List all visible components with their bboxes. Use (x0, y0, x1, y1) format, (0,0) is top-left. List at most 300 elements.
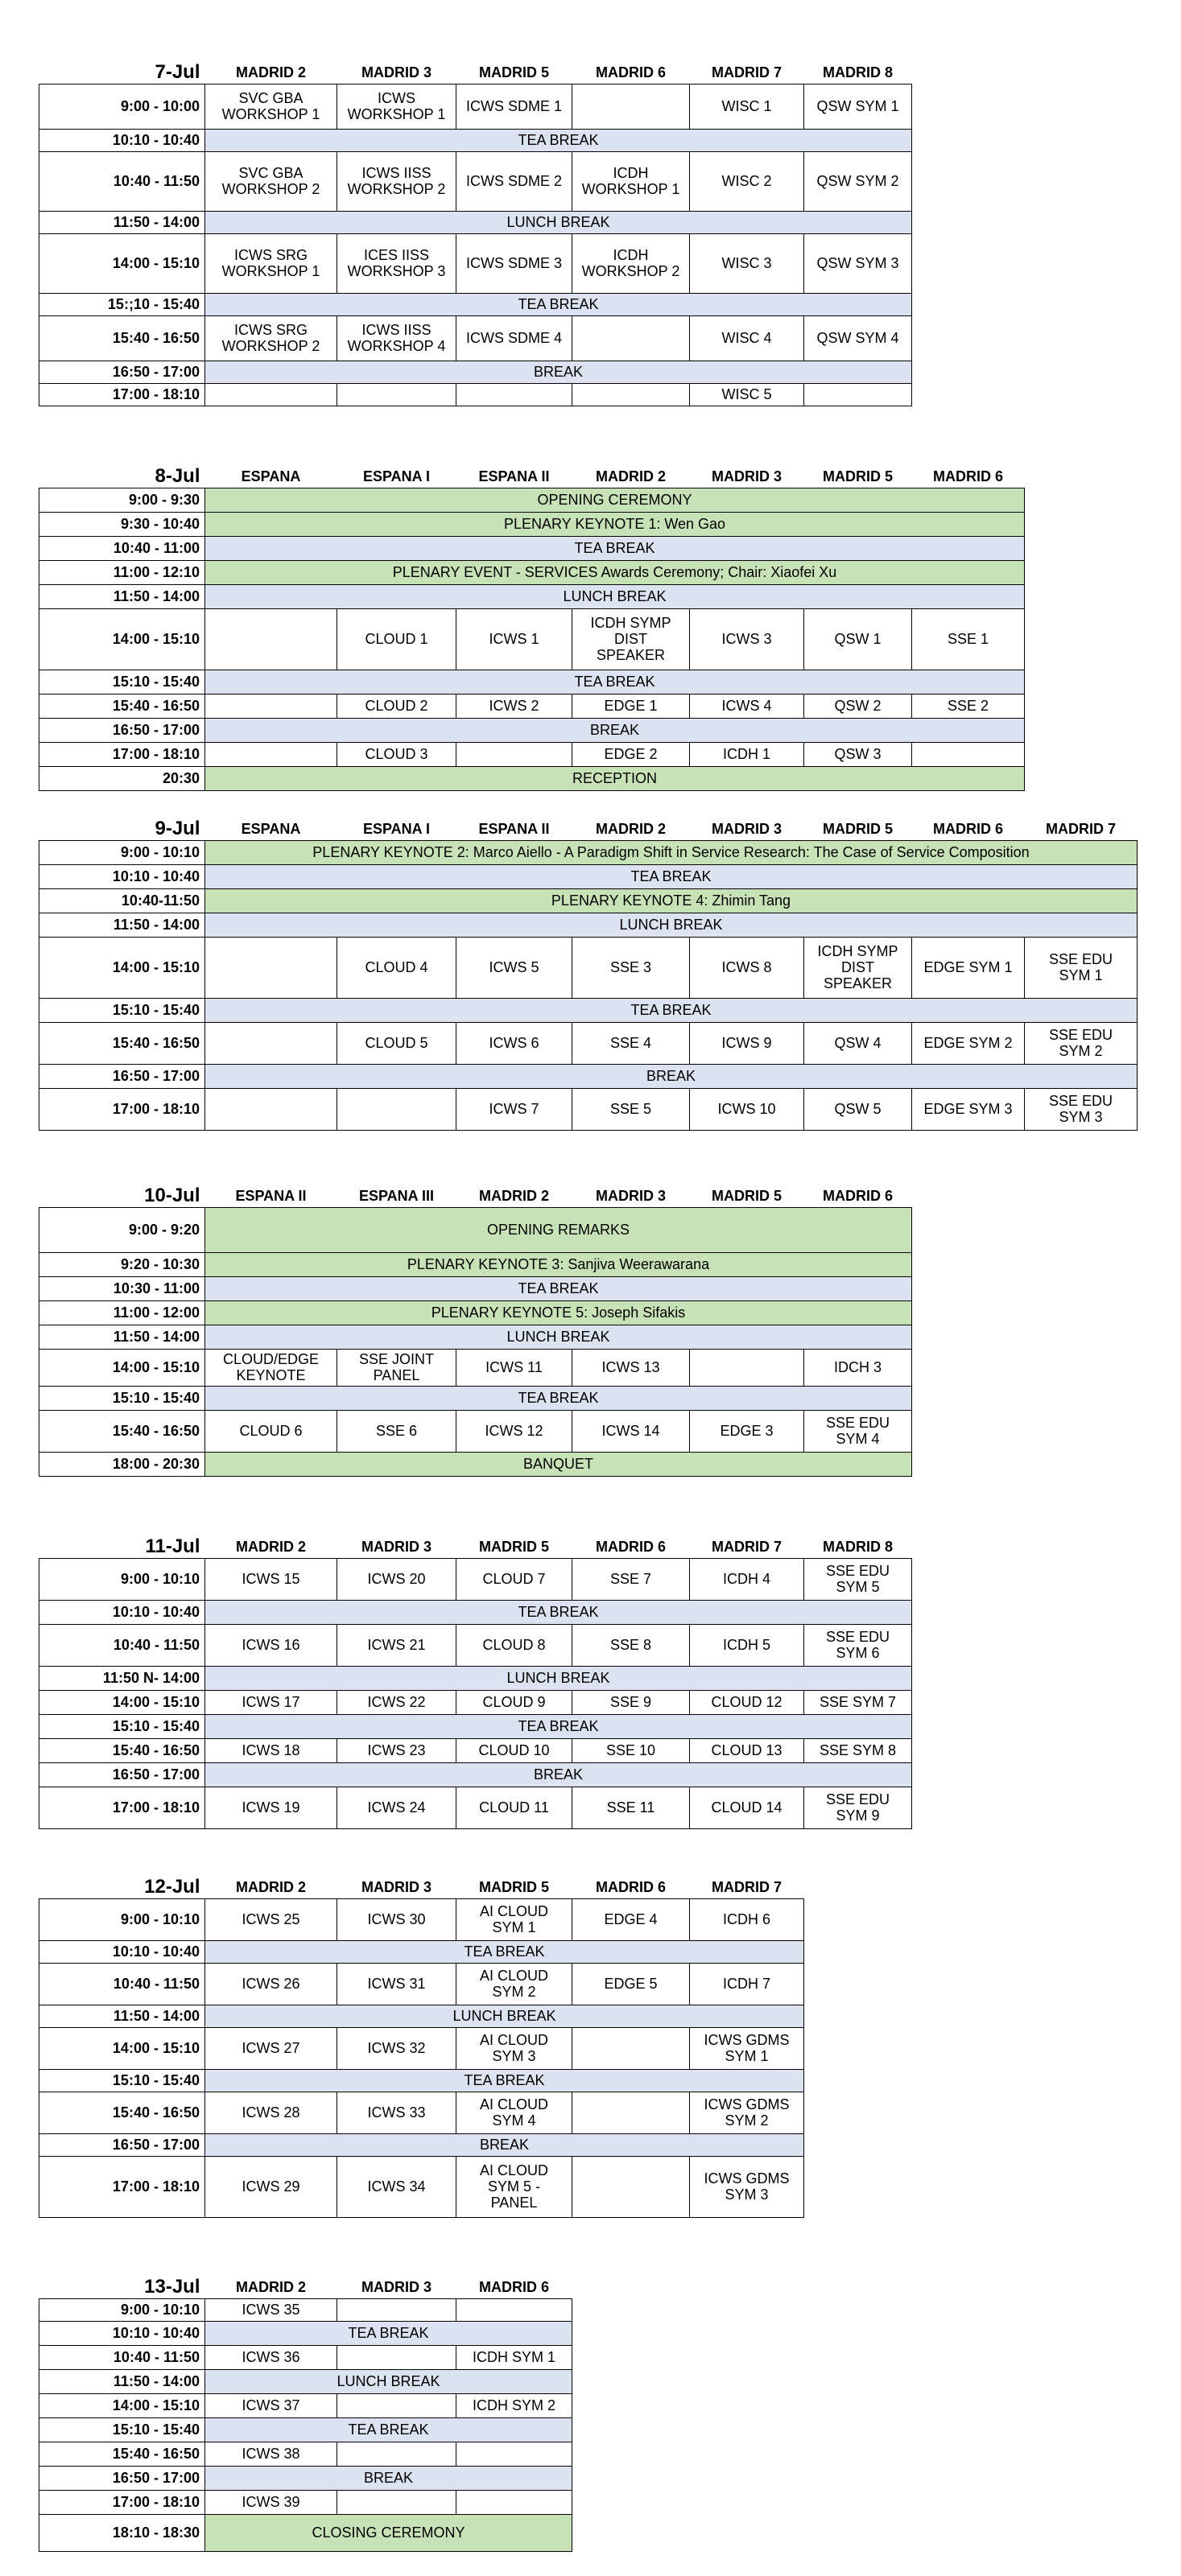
session-cell: SSE EDU SYM 2 (1025, 1022, 1138, 1064)
session-cell: SSE EDU SYM 4 (804, 1410, 912, 1452)
session-cell (572, 315, 690, 361)
time-slot-cell: 15:10 - 15:40 (39, 998, 205, 1022)
break-cell: LUNCH BREAK (205, 2005, 804, 2027)
day-date-label: 9-Jul (155, 817, 200, 839)
room-header: MADRID 5 (478, 1878, 549, 1895)
session-cell: ICWS GDMS SYM 1 (690, 2027, 804, 2069)
break-cell: TEA BREAK (205, 670, 1025, 694)
session-cell: QSW 4 (804, 1022, 912, 1064)
session-cell: SSE SYM 7 (804, 1690, 912, 1714)
session-cell: ICWS GDMS SYM 2 (690, 2092, 804, 2133)
session-cell: ICDH WORKSHOP 2 (572, 233, 690, 293)
session-cell: SSE 1 (912, 608, 1025, 670)
room-header: MADRID 6 (595, 64, 666, 80)
room-header: ESPANA II (478, 468, 550, 484)
plenary-session-cell: CLOSING CEREMONY (205, 2514, 572, 2551)
schedule-row (39, 1300, 912, 1325)
session-cell: WISC 2 (690, 151, 804, 211)
schedule-row (39, 293, 912, 315)
session-cell: SSE 5 (572, 1088, 690, 1130)
session-cell (337, 2490, 456, 2514)
time-slot-cell: 17:00 - 18:10 (39, 1088, 205, 1130)
schedule-row (39, 1064, 1138, 1088)
schedule-row (39, 233, 912, 293)
session-cell: ICWS GDMS SYM 3 (690, 2156, 804, 2217)
time-slot-cell: 10:10 - 10:40 (39, 2321, 205, 2345)
time-slot-cell: 10:40 - 11:00 (39, 536, 205, 560)
schedule-row (39, 2133, 804, 2156)
schedule-row (39, 1762, 912, 1787)
session-cell: ICWS 19 (205, 1787, 337, 1828)
time-slot-cell: 11:00 - 12:10 (39, 560, 205, 584)
session-cell: ICWS 1 (456, 608, 572, 670)
session-cell: QSW 3 (804, 742, 912, 766)
plenary-session-cell: RECEPTION (205, 766, 1025, 790)
schedule-row (39, 1666, 912, 1690)
session-cell: ICWS 31 (337, 1963, 456, 2005)
schedule-row (39, 383, 912, 406)
time-slot-cell: 15:40 - 16:50 (39, 1022, 205, 1064)
schedule-row (39, 1452, 912, 1476)
schedule-row (39, 1558, 912, 1600)
session-cell: ICWS SDME 3 (456, 233, 572, 293)
schedule-row (39, 2156, 804, 2217)
session-cell: ICDH 7 (690, 1963, 804, 2005)
plenary-session-cell: PLENARY KEYNOTE 5: Joseph Sifakis (205, 1300, 912, 1325)
day-schedule-12-jul (39, 1871, 804, 2218)
session-cell: CLOUD 11 (456, 1787, 572, 1828)
session-cell: ICWS 29 (205, 2156, 337, 2217)
session-cell: ICWS 26 (205, 1963, 337, 2005)
time-slot-cell: 16:50 - 17:00 (39, 361, 205, 383)
time-slot-cell: 15:10 - 15:40 (39, 1386, 205, 1410)
room-header: MADRID 2 (595, 468, 666, 484)
room-header: MADRID 6 (478, 2278, 549, 2295)
schedule-row (39, 584, 1025, 608)
session-cell: ICWS SDME 4 (456, 315, 572, 361)
schedule-table (39, 460, 1025, 791)
break-cell: TEA BREAK (205, 293, 912, 315)
session-cell: ICWS SDME 2 (456, 151, 572, 211)
schedule-row (39, 315, 912, 361)
schedule-row (39, 2345, 572, 2369)
plenary-session-cell: PLENARY KEYNOTE 4: Zhimin Tang (205, 888, 1138, 913)
session-cell: ICWS 16 (205, 1624, 337, 1666)
session-cell (205, 1088, 337, 1130)
room-header: MADRID 7 (711, 64, 782, 80)
session-cell: QSW 2 (804, 694, 912, 718)
session-cell: ICWS 9 (690, 1022, 804, 1064)
schedule-row (39, 1088, 1138, 1130)
session-cell (337, 2442, 456, 2466)
time-slot-cell: 10:40 - 11:50 (39, 1624, 205, 1666)
session-cell: ICWS 3 (690, 608, 804, 670)
session-cell: SSE EDU SYM 3 (1025, 1088, 1138, 1130)
room-header: MADRID 8 (822, 64, 893, 80)
session-cell: SSE JOINT PANEL (337, 1349, 456, 1386)
session-cell: SSE 9 (572, 1690, 690, 1714)
session-cell: ICWS IISS WORKSHOP 2 (337, 151, 456, 211)
schedule-row (39, 129, 912, 151)
session-cell: EDGE 5 (572, 1963, 690, 2005)
schedule-row (39, 2369, 572, 2393)
session-cell: ICDH SYM 1 (456, 2345, 572, 2369)
time-slot-cell: 11:50 - 14:00 (39, 1325, 205, 1349)
schedule-row (39, 937, 1138, 998)
room-header: MADRID 3 (711, 468, 782, 484)
session-cell: ICES IISS WORKSHOP 3 (337, 233, 456, 293)
session-cell: CLOUD 6 (205, 1410, 337, 1452)
break-cell: LUNCH BREAK (205, 584, 1025, 608)
room-header: MADRID 2 (235, 64, 306, 80)
session-cell (456, 2298, 572, 2321)
session-cell: ICWS 8 (690, 937, 804, 998)
room-header: MADRID 2 (595, 820, 666, 837)
room-header: ESPANA II (235, 1187, 307, 1204)
session-cell: ICDH SYMP DIST SPEAKER (804, 937, 912, 998)
schedule-row (39, 2466, 572, 2490)
session-cell (804, 383, 912, 406)
schedule-row (39, 488, 1025, 512)
break-cell: BREAK (205, 2466, 572, 2490)
session-cell: ICWS 35 (205, 2298, 337, 2321)
time-slot-cell: 14:00 - 15:10 (39, 1349, 205, 1386)
session-cell (456, 2490, 572, 2514)
session-cell (572, 2027, 690, 2069)
room-header: MADRID 2 (478, 1187, 549, 1204)
time-slot-cell: 14:00 - 15:10 (39, 2027, 205, 2069)
session-cell (205, 742, 337, 766)
session-cell: ICWS 13 (572, 1349, 690, 1386)
session-cell: SSE EDU SYM 9 (804, 1787, 912, 1828)
session-cell: SSE 11 (572, 1787, 690, 1828)
session-cell: CLOUD 10 (456, 1738, 572, 1762)
session-cell: ICWS 37 (205, 2393, 337, 2417)
schedule-row (39, 864, 1138, 888)
time-slot-cell: 9:00 - 10:00 (39, 84, 205, 129)
session-cell (205, 1022, 337, 1064)
time-slot-cell: 15:10 - 15:40 (39, 670, 205, 694)
room-header: MADRID 6 (932, 820, 1003, 837)
session-cell: QSW 1 (804, 608, 912, 670)
session-cell: EDGE 4 (572, 1898, 690, 1940)
session-cell: ICWS 38 (205, 2442, 337, 2466)
session-cell: CLOUD 3 (337, 742, 456, 766)
session-cell: ICWS 17 (205, 1690, 337, 1714)
plenary-session-cell: OPENING REMARKS (205, 1207, 912, 1252)
schedule-row (39, 2514, 572, 2551)
session-cell: EDGE SYM 3 (912, 1088, 1025, 1130)
session-cell: AI CLOUD SYM 2 (456, 1963, 572, 2005)
session-cell: ICWS 39 (205, 2490, 337, 2514)
schedule-row (39, 888, 1138, 913)
time-slot-cell: 10:10 - 10:40 (39, 864, 205, 888)
time-slot-cell: 16:50 - 17:00 (39, 2133, 205, 2156)
day-schedule-7-jul (39, 56, 912, 406)
session-cell: AI CLOUD SYM 4 (456, 2092, 572, 2133)
room-header: MADRID 6 (595, 1538, 666, 1555)
schedule-table (39, 1180, 912, 1477)
time-slot-cell: 9:00 - 10:10 (39, 840, 205, 864)
break-cell: BREAK (205, 718, 1025, 742)
schedule-row (39, 766, 1025, 790)
session-cell: ICDH 6 (690, 1898, 804, 1940)
session-cell: WISC 3 (690, 233, 804, 293)
session-cell (572, 2092, 690, 2133)
time-slot-cell: 16:50 - 17:00 (39, 1762, 205, 1787)
break-cell: TEA BREAK (205, 2321, 572, 2345)
break-cell: TEA BREAK (205, 129, 912, 151)
time-slot-cell: 15:40 - 16:50 (39, 2092, 205, 2133)
room-header: MADRID 5 (822, 820, 893, 837)
session-cell: WISC 1 (690, 84, 804, 129)
schedule-row (39, 1600, 912, 1624)
session-cell: ICWS 15 (205, 1558, 337, 1600)
time-slot-cell: 10:40 - 11:50 (39, 1963, 205, 2005)
time-slot-cell: 15:40 - 16:50 (39, 315, 205, 361)
time-slot-cell: 14:00 - 15:10 (39, 233, 205, 293)
day-date-label: 12-Jul (144, 1875, 200, 1898)
break-cell: LUNCH BREAK (205, 2369, 572, 2393)
time-slot-cell: 16:50 - 17:00 (39, 2466, 205, 2490)
break-cell: TEA BREAK (205, 1600, 912, 1624)
time-slot-cell: 11:50 - 14:00 (39, 913, 205, 937)
schedule-row (39, 913, 1138, 937)
session-cell (337, 2298, 456, 2321)
schedule-row (39, 1276, 912, 1300)
session-cell: ICWS 12 (456, 1410, 572, 1452)
session-cell (337, 2393, 456, 2417)
break-cell: BREAK (205, 2133, 804, 2156)
session-cell: SSE 2 (912, 694, 1025, 718)
break-cell: TEA BREAK (205, 998, 1138, 1022)
break-cell: BREAK (205, 1762, 912, 1787)
schedule-row (39, 2321, 572, 2345)
session-cell: SSE 4 (572, 1022, 690, 1064)
session-cell: ICWS 22 (337, 1690, 456, 1714)
room-header: ESPANA (241, 820, 301, 837)
session-cell: ICWS 4 (690, 694, 804, 718)
session-cell: SSE 8 (572, 1624, 690, 1666)
room-header: MADRID 3 (361, 1878, 432, 1895)
schedule-row (39, 1624, 912, 1666)
room-header: MADRID 6 (932, 468, 1003, 484)
room-header: ESPANA (241, 468, 301, 484)
time-slot-cell: 15:40 - 16:50 (39, 1738, 205, 1762)
session-cell: ICWS SRG WORKSHOP 1 (205, 233, 337, 293)
session-cell: SSE 3 (572, 937, 690, 998)
schedule-row (39, 1349, 912, 1386)
time-slot-cell: 9:00 - 10:10 (39, 2298, 205, 2321)
room-header: ESPANA III (358, 1187, 434, 1204)
time-slot-cell: 11:50 - 14:00 (39, 584, 205, 608)
time-slot-cell: 17:00 - 18:10 (39, 2490, 205, 2514)
time-slot-cell: 9:00 - 9:30 (39, 488, 205, 512)
day-schedule-9-jul (39, 813, 1138, 1131)
time-slot-cell: 20:30 (39, 766, 205, 790)
room-header: ESPANA I (362, 820, 430, 837)
schedule-table (39, 813, 1138, 1131)
schedule-row (39, 1207, 912, 1252)
time-slot-cell: 15:10 - 15:40 (39, 2417, 205, 2442)
time-slot-cell: 15:10 - 15:40 (39, 1714, 205, 1738)
session-cell: AI CLOUD SYM 1 (456, 1898, 572, 1940)
session-cell: EDGE SYM 1 (912, 937, 1025, 998)
session-cell: ICWS 2 (456, 694, 572, 718)
time-slot-cell: 15:40 - 16:50 (39, 2442, 205, 2466)
session-cell: ICDH WORKSHOP 1 (572, 151, 690, 211)
session-cell (456, 383, 572, 406)
session-cell: ICWS 34 (337, 2156, 456, 2217)
room-header: MADRID 5 (478, 64, 549, 80)
day-date-label: 8-Jul (155, 464, 200, 487)
session-cell: ICWS SDME 1 (456, 84, 572, 129)
time-slot-cell: 9:00 - 9:20 (39, 1207, 205, 1252)
room-header: MADRID 8 (822, 1538, 893, 1555)
day-date-label: 7-Jul (155, 60, 200, 83)
session-cell: QSW SYM 2 (804, 151, 912, 211)
time-slot-cell: 18:00 - 20:30 (39, 1452, 205, 1476)
schedule-row (39, 1325, 912, 1349)
time-slot-cell: 18:10 - 18:30 (39, 2514, 205, 2551)
session-cell (456, 2442, 572, 2466)
session-cell: SSE 6 (337, 1410, 456, 1452)
session-cell: AI CLOUD SYM 3 (456, 2027, 572, 2069)
session-cell: SSE 7 (572, 1558, 690, 1600)
session-cell: ICWS 32 (337, 2027, 456, 2069)
time-slot-cell: 14:00 - 15:10 (39, 1690, 205, 1714)
schedule-row (39, 1738, 912, 1762)
time-slot-cell: 10:40 - 11:50 (39, 2345, 205, 2369)
session-cell: CLOUD 7 (456, 1558, 572, 1600)
plenary-session-cell: PLENARY KEYNOTE 1: Wen Gao (205, 512, 1025, 536)
time-slot-cell: 15:;10 - 15:40 (39, 293, 205, 315)
session-cell (337, 1088, 456, 1130)
session-cell: CLOUD/EDGE KEYNOTE (205, 1349, 337, 1386)
time-slot-cell: 17:00 - 18:10 (39, 1787, 205, 1828)
time-slot-cell: 11:50 N- 14:00 (39, 1666, 205, 1690)
schedule-row (39, 1714, 912, 1738)
session-cell: ICWS 36 (205, 2345, 337, 2369)
room-header: MADRID 7 (1045, 820, 1116, 837)
time-slot-cell: 16:50 - 17:00 (39, 718, 205, 742)
session-cell (690, 1349, 804, 1386)
session-cell: ICWS 20 (337, 1558, 456, 1600)
time-slot-cell: 9:30 - 10:40 (39, 512, 205, 536)
schedule-row (39, 694, 1025, 718)
schedule-row (39, 2490, 572, 2514)
schedule-row (39, 2005, 804, 2027)
break-cell: LUNCH BREAK (205, 1666, 912, 1690)
day-date-label: 13-Jul (144, 2275, 200, 2298)
session-cell (572, 383, 690, 406)
session-cell: EDGE 2 (572, 742, 690, 766)
schedule-row (39, 608, 1025, 670)
break-cell: LUNCH BREAK (205, 211, 912, 233)
session-cell: ICWS 33 (337, 2092, 456, 2133)
room-header: MADRID 2 (235, 2278, 306, 2295)
break-cell: TEA BREAK (205, 2069, 804, 2092)
room-header: MADRID 6 (595, 1878, 666, 1895)
session-cell: CLOUD 12 (690, 1690, 804, 1714)
session-cell (572, 2156, 690, 2217)
schedule-table (39, 2271, 572, 2552)
session-cell: ICDH SYM 2 (456, 2393, 572, 2417)
room-header: ESPANA II (478, 820, 550, 837)
time-slot-cell: 16:50 - 17:00 (39, 1064, 205, 1088)
schedule-row (39, 2298, 572, 2321)
schedule-row (39, 211, 912, 233)
break-cell: TEA BREAK (205, 1940, 804, 1963)
session-cell: SSE 10 (572, 1738, 690, 1762)
time-slot-cell: 14:00 - 15:10 (39, 608, 205, 670)
schedule-row (39, 2442, 572, 2466)
break-cell: TEA BREAK (205, 536, 1025, 560)
session-cell: CLOUD 8 (456, 1624, 572, 1666)
session-cell (337, 383, 456, 406)
session-cell: ICDH 4 (690, 1558, 804, 1600)
break-cell: TEA BREAK (205, 1276, 912, 1300)
session-cell: WISC 4 (690, 315, 804, 361)
break-cell: LUNCH BREAK (205, 1325, 912, 1349)
schedule-row (39, 361, 912, 383)
session-cell: WISC 5 (690, 383, 804, 406)
room-header: MADRID 3 (361, 1538, 432, 1555)
session-cell: CLOUD 14 (690, 1787, 804, 1828)
time-slot-cell: 11:50 - 14:00 (39, 211, 205, 233)
time-slot-cell: 14:00 - 15:10 (39, 937, 205, 998)
session-cell: ICWS 27 (205, 2027, 337, 2069)
plenary-session-cell: BANQUET (205, 1452, 912, 1476)
schedule-row (39, 1787, 912, 1828)
time-slot-cell: 9:00 - 10:10 (39, 1558, 205, 1600)
schedule-row (39, 1252, 912, 1276)
schedule-row (39, 998, 1138, 1022)
session-cell: QSW SYM 1 (804, 84, 912, 129)
session-cell: CLOUD 2 (337, 694, 456, 718)
break-cell: TEA BREAK (205, 864, 1138, 888)
room-header: MADRID 2 (235, 1878, 306, 1895)
session-cell (205, 383, 337, 406)
session-cell: ICWS 6 (456, 1022, 572, 1064)
room-header: MADRID 5 (822, 468, 893, 484)
session-cell: ICDH SYMP DIST SPEAKER (572, 608, 690, 670)
break-cell: BREAK (205, 1064, 1138, 1088)
session-cell: ICDH 5 (690, 1624, 804, 1666)
session-cell: ICWS 21 (337, 1624, 456, 1666)
time-slot-cell: 9:00 - 10:10 (39, 1898, 205, 1940)
session-cell: ICWS WORKSHOP 1 (337, 84, 456, 129)
session-cell (456, 742, 572, 766)
schedule-row (39, 718, 1025, 742)
session-cell (205, 937, 337, 998)
day-schedule-11-jul (39, 1531, 912, 1829)
session-cell (205, 694, 337, 718)
time-slot-cell: 14:00 - 15:10 (39, 2393, 205, 2417)
day-schedule-10-jul (39, 1180, 912, 1477)
session-cell: CLOUD 5 (337, 1022, 456, 1064)
session-cell: CLOUD 13 (690, 1738, 804, 1762)
schedule-row (39, 560, 1025, 584)
time-slot-cell: 10:40 - 11:50 (39, 151, 205, 211)
time-slot-cell: 11:50 - 14:00 (39, 2369, 205, 2393)
room-header: MADRID 3 (595, 1187, 666, 1204)
session-cell: ICWS 24 (337, 1787, 456, 1828)
schedule-row (39, 742, 1025, 766)
day-date-label: 10-Jul (144, 1184, 200, 1206)
schedule-row (39, 1963, 804, 2005)
session-cell: EDGE SYM 2 (912, 1022, 1025, 1064)
